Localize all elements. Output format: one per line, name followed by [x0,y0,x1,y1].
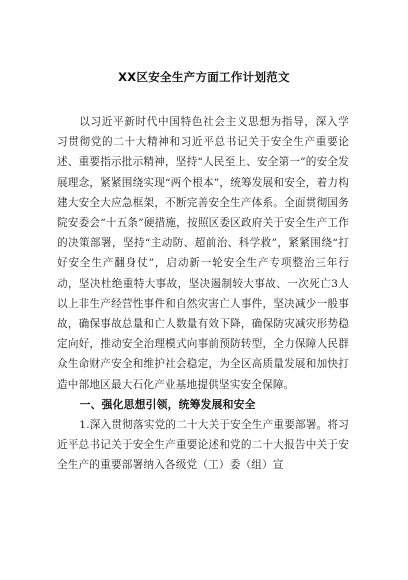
section-paragraph: 1.深入贯彻落实党的二十大关于安全生产重要部署。将习近平总书记关于安全生产重要论述和党的二十大报告中关于安全生产的重要部署纳入各级党（工）委（组）宣 [57,419,349,472]
document-body [57,112,349,476]
intro-paragraph: 以习近平新时代中国特色社会主义思想为指导，深入学习贯彻党的二十大精神和习近平总书记关于安全生产重要论述、重要指示批示精神，坚持“人民至上、安全第一”的安全发展理念，紧紧围绕实现“两个根本”，统筹发展和安全，着力构建大安全大应急框架，不断完善安全生产体系。全面贯彻国务院安委会“十五条”硬措施，按照区委区政府关于安全生产工作的决策部署，坚持“主动防、超前治、科学救”，紧紧围绕“打好安全生产翻身仗”，启动新一轮安全生产专项整治三年行动，坚决杜绝重特大事故，坚决遏制较大事故、一次死亡3人以上非生产经营性事件和自然灾害亡人事件，坚决减少一般事故，确保事故总量和亡人数量有效下降，确保防灾减灾形势稳定向好，推动安全治理模式向事前预防转型，全力保障人民群众生命财产安全和维护社会稳定，为全区高质量发展和加快打造中部地区最大石化产业基地提供坚实安全保障。 [57,116,349,391]
section-heading: 一、强化思想引领，统筹发展和安全 [79,397,256,411]
document-title: XX区安全生产方面工作计划范文 [118,70,290,84]
